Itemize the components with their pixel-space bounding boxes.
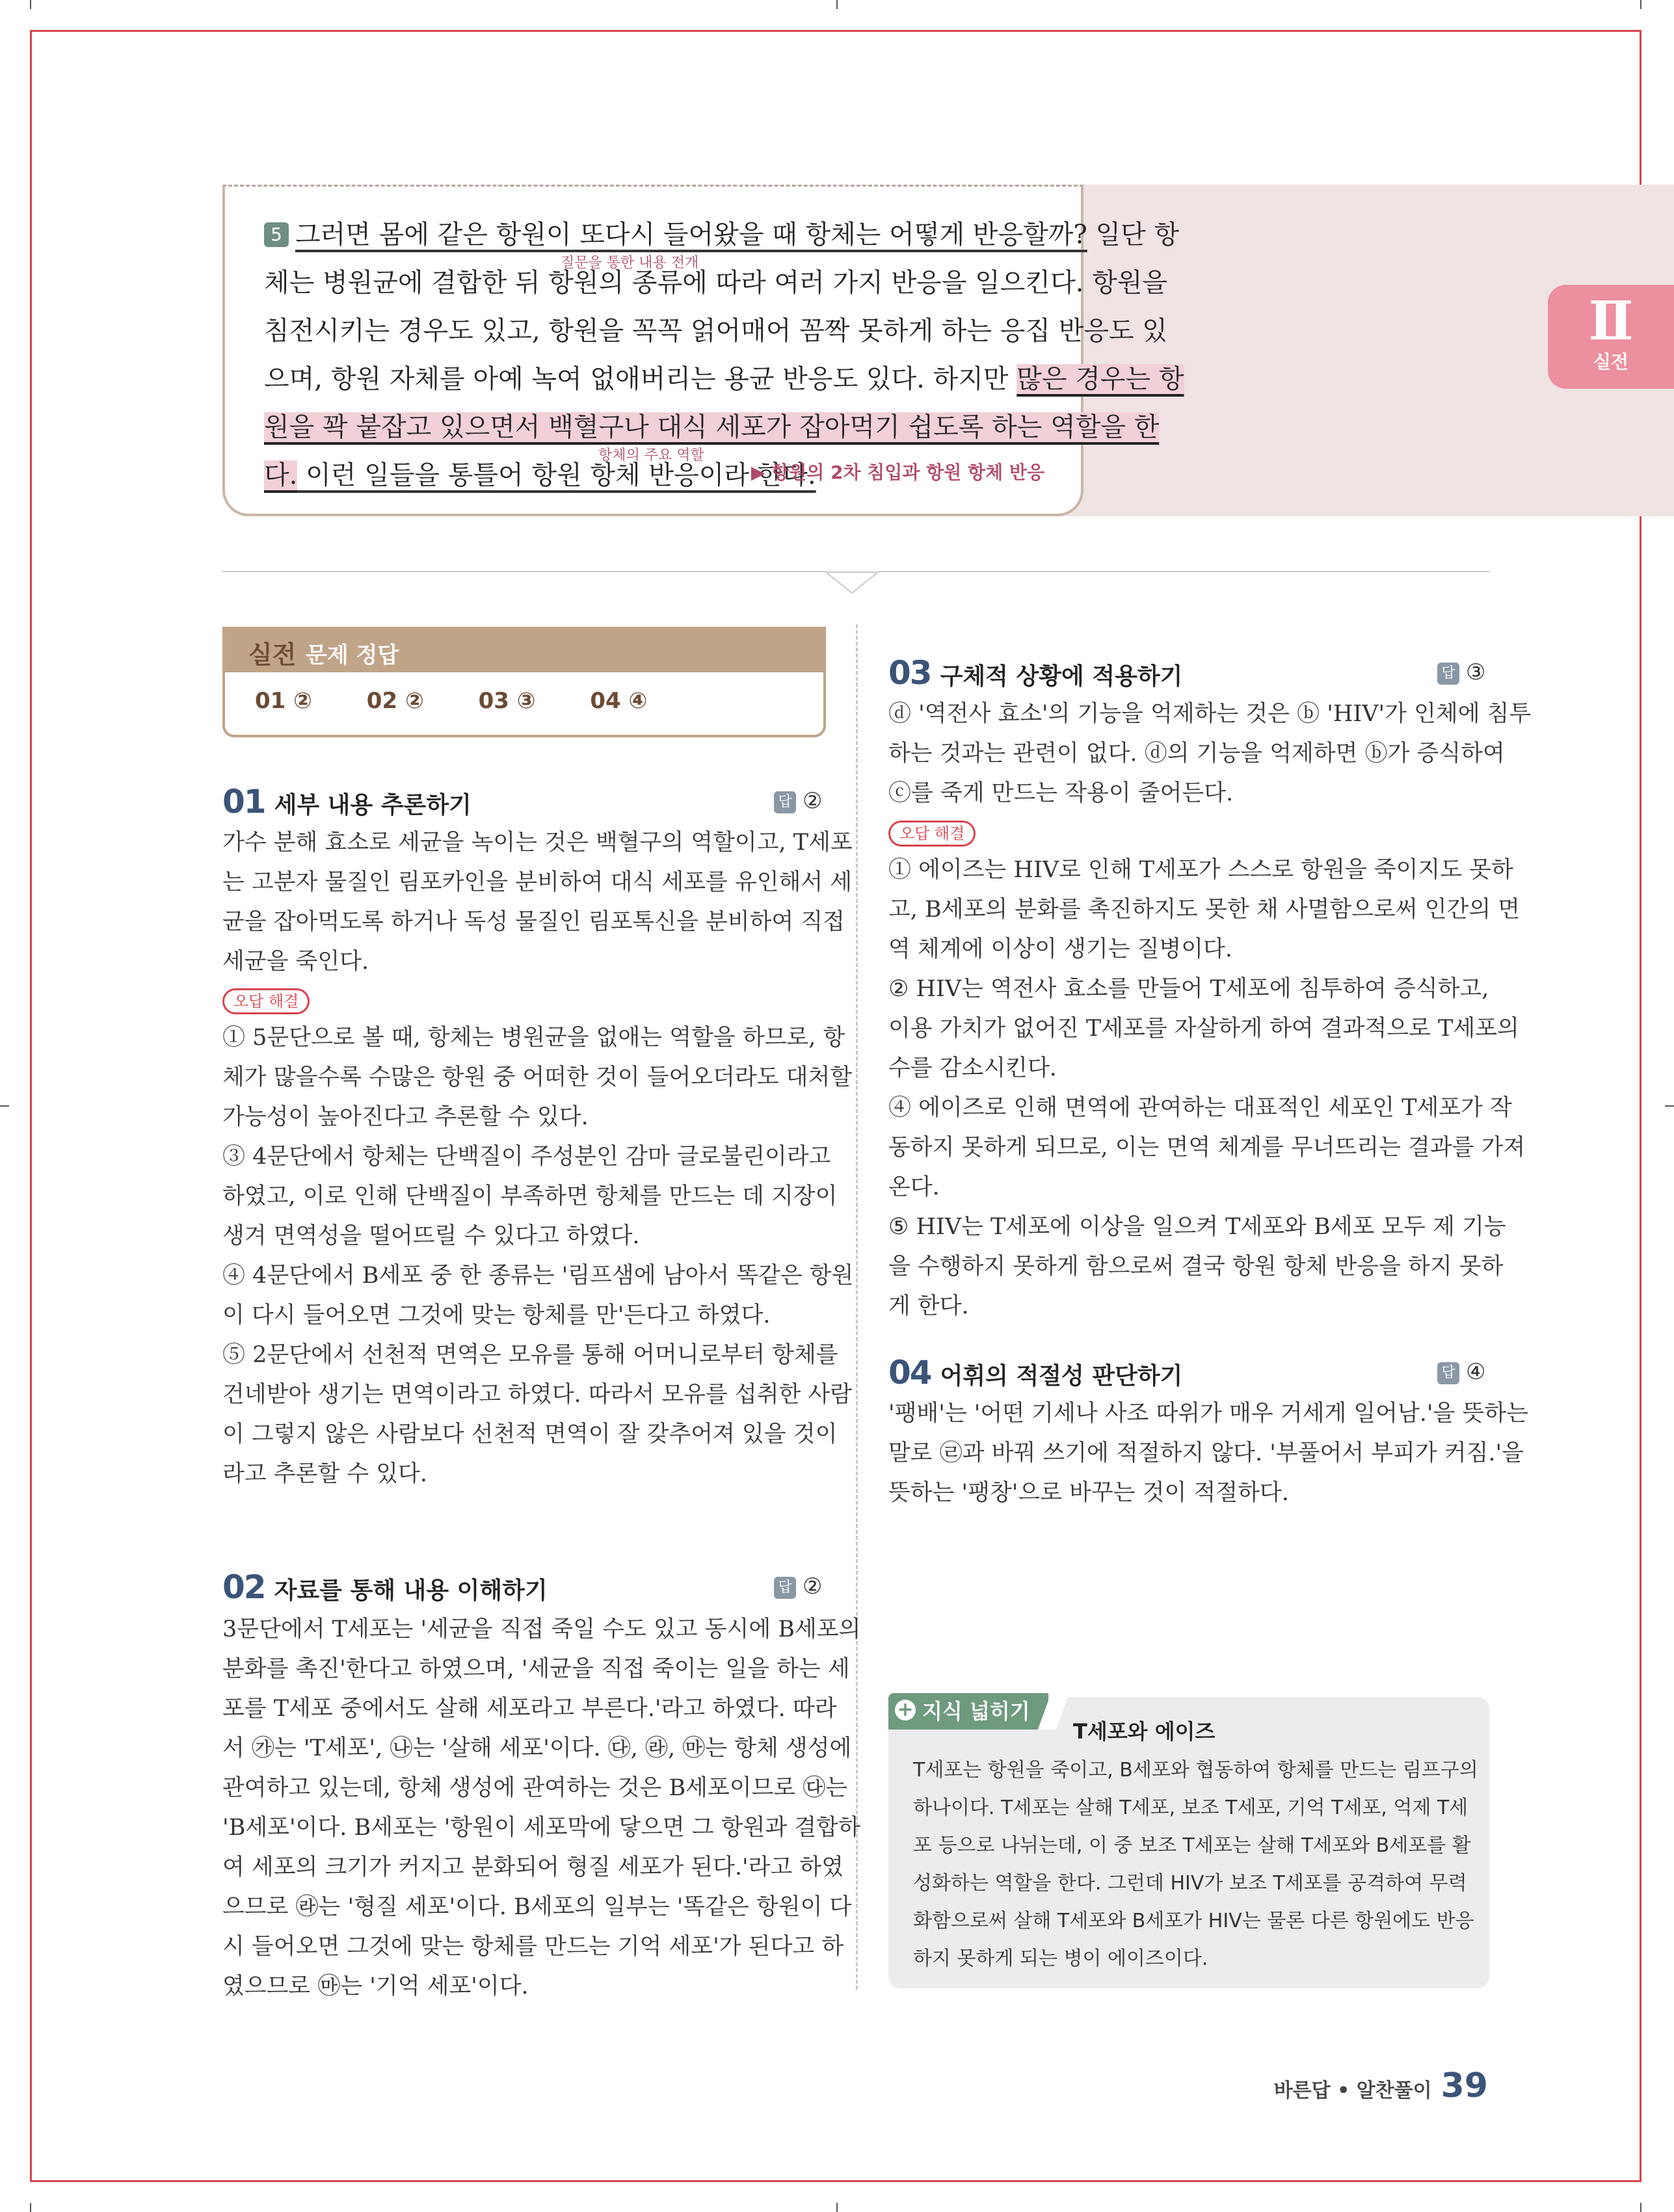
divider-notch: [826, 567, 878, 596]
q03-wrong-answers: ① 에이즈는 HIV로 인해 T세포가 스스로 항원을 죽이지도 못하 고, B세포의 분화를 촉진하지도 못한 채 사멸함으로써 인간의 면 역 체계에 이상이 생기는 질병이다. ② HIV는 역전사 효소를 만들어 T세포에 침투하여 증식하고, 이용 가치가 없어진 T세포를 자살하게 하여 결과적으로 T세포의 수를 감소시킨다. ④ 에이즈로 인해 면역에 관여하는 대표적인 세포인 T세포가 작 동하지 못하게 되므로, 이는 면역 체계를 무너뜨리는 결과를 가져 온다. ⑤ HIV는 T세포에 이상을 일으켜 T세포와 B세포 모두 제 기능 을 수행하지 못하게 함으로써 결국 항원 항체 반응을 하지 못하 게 한다.: [888, 857, 1526, 1319]
q04-title: 어휘의 적절성 판단하기: [940, 1363, 1183, 1389]
q04-heading: [888, 1354, 1182, 1391]
answer-item: 03 ③: [478, 688, 536, 714]
plus-icon: +: [895, 1700, 916, 1720]
crop-mark: [0, 1105, 9, 1107]
answer-icon: 답: [774, 1577, 796, 1599]
crop-mark: [30, 0, 31, 9]
crop-mark: [836, 2203, 838, 2212]
passage-line-6: 다. 이런 일들을 통틀어 항원 항체 반응이라 한다.: [264, 460, 816, 490]
q04-answer-badge: 답 ④: [1437, 1359, 1485, 1385]
q01-wrong-answers: ① 5문단으로 볼 때, 항체는 병원균을 없애는 역할을 하므로, 항 체가 많을수록 수많은 항원 중 어떠한 것이 들어오더라도 대처할 가능성이 높아진다고 추론할 수 있다. ③ 4문단에서 항체는 단백질이 주성분인 감마 글로불린이라고 하였고, 이로 인해 단백질이 부족하면 항체를 만드는 데 지장이 생겨 면역성을 떨어뜨릴 수 있다고 하였다. ④ 4문단에서 B세포 중 한 종류는 '림프샘에 남아서 똑같은 항원 이 다시 들어오면 그것에 맞는 항체를 만'든다고 하였다. ⑤ 2문단에서 선천적 면역은 모유를 통해 어머니로부터 항체를 건네받아 생기는 면역이라고 하였다. 따라서 모유를 섭취한 사람 이 그렇지 않은 사람보다 선천적 면역이 잘 갖추어져 있을 것이 라고 추론할 수 있다.: [222, 1025, 854, 1487]
answer-icon: 답: [1437, 1362, 1459, 1384]
chapter-tab: [1548, 285, 1674, 389]
q01-title: 세부 내용 추론하기: [274, 792, 472, 819]
page-footer: [1274, 2066, 1488, 2105]
crop-mark: [30, 2203, 31, 2212]
answer-item: 04 ④: [590, 688, 648, 714]
q04-number: 04: [888, 1354, 931, 1391]
answer-item: 02 ②: [366, 688, 424, 714]
passage-line-1: 5 그러면 몸에 같은 항원이 또다시 들어왔을 때 항체는 어떻게 반응할까? 일단 항: [264, 218, 1179, 252]
q01-number: 01: [222, 783, 265, 821]
q02-explanation: 3문단에서 T세포는 '세균을 직접 죽일 수도 있고 동시에 B세포의 분화를 촉진'한다고 하였으며, '세균을 직접 죽이는 일을 하는 세 포를 T세포 중에서도 살해 세포라고 부른다.'라고 하였다. 따라 서 ㉮는 'T세포', ㉯는 '살해 세포'이다. ㉰, ㉱, ㉲는 항체 생성에 관여하고 있는데, 항체 생성에 관여하는 것은 B세포이므로 ㉰는 'B세포'이다. B세포는 '항원이 세포막에 닿으면 그 항원과 결합하 여 세포의 크기가 커지고 분화되어 형질 세포가 된다.'라고 하였 으므로 ㉱는 '형질 세포'이다. B세포의 일부는 '똑같은 항원이 다 시 들어오면 그것에 맞는 항체를 만드는 기억 세포'가 된다고 하 였으므로 ㉲는 '기억 세포'이다.: [222, 1616, 861, 1999]
answer-icon: 답: [1437, 663, 1459, 685]
passage-line-4: 으며, 항원 자체를 아예 녹여 없애버리는 용균 반응도 있다. 하지만 많은 경우는 항: [264, 364, 1184, 394]
passage-line-2: 체는 병원균에 결합한 뒤 항원의 종류에 따라 여러 가지 반응을 일으킨다. 항원을: [264, 268, 1168, 298]
answer-icon: 답: [774, 791, 796, 813]
answer-list: [255, 688, 694, 714]
knowledge-title: T세포와 에이즈: [1073, 1719, 1216, 1744]
passage-line-5: 원을 꽉 붙잡고 있으면서 백혈구나 대식 세포가 잡아먹기 쉽도록 하는 역할을 한: [264, 412, 1160, 442]
knowledge-tag: 지식 넓히기: [888, 1693, 1048, 1730]
footer-label: 바른답 • 알찬풀이: [1273, 2079, 1432, 2102]
crop-mark: [1665, 1105, 1674, 1107]
passage-box: [222, 185, 1184, 516]
q01-heading: [222, 783, 472, 821]
passage-line-3: 침전시키는 경우도 있고, 항원을 꼭꼭 얽어매어 꼼짝 못하게 하는 응집 반응도 있: [264, 316, 1168, 346]
passage-source: ▶ 항원의 2차 침입과 항원 항체 반응: [751, 462, 1044, 483]
answer-item: 01 ②: [255, 688, 312, 714]
paragraph-number: 5: [264, 222, 289, 247]
page-number: 39: [1441, 2066, 1488, 2105]
q02-answer-badge: 답 ②: [774, 1573, 822, 1600]
q01-explanation: 가수 분해 효소로 세균을 녹이는 것은 백혈구의 역할이고, T세포 는 고분자 물질인 림포카인을 분비하여 대식 세포를 유인해서 세 균을 잡아먹도록 하거나 독성 물질인 림포톡신을 분비하여 직접 세균을 죽인다.: [222, 830, 853, 975]
q02-number: 02: [222, 1568, 265, 1606]
q01-wrong-answers-pill: 오답 해결: [222, 988, 310, 1014]
q03-answer-badge: 답 ③: [1437, 659, 1485, 685]
crop-mark: [836, 0, 838, 9]
q01-answer-badge: 답 ②: [774, 788, 822, 814]
crop-mark: [1640, 2203, 1641, 2212]
q03-heading: [888, 654, 1182, 692]
q03-title: 구체적 상황에 적용하기: [940, 663, 1183, 690]
q03-wrong-answers-pill: 오답 해결: [888, 821, 976, 847]
q03-explanation: ⓓ '역전사 효소'의 기능을 억제하는 것은 ⓑ 'HIV'가 인체에 침투 하는 것과는 관련이 없다. ⓓ의 기능을 억제하면 ⓑ가 증식하여 ⓒ를 죽게 만드는 작용이 줄어든다.: [888, 701, 1532, 806]
knowledge-text: T세포는 항원을 죽이고, B세포와 협동하여 항체를 만드는 림프구의 하나이다. T세포는 살해 T세포, 보조 T세포, 기억 T세포, 억제 T세 포 등으로 나뉘는데, 이 중 보조 T세포는 살해 T세포와 B세포를 활 성화하는 역할을 한다. 그런데 HIV가 보조 T세포를 공격하여 무력 화함으로써 살해 T세포와 B세포가 HIV는 물론 다른 항원에도 반응 하지 못하게 되는 병이 에이즈이다.: [913, 1759, 1478, 1970]
crop-mark: [1640, 0, 1641, 9]
q02-heading: [222, 1568, 548, 1606]
q02-title: 자료를 통해 내용 이해하기: [274, 1577, 548, 1604]
answer-box-header: [222, 627, 826, 672]
answer-header-label: 실전: [248, 640, 297, 669]
q03-number: 03: [888, 654, 931, 692]
note-role: 항체의 주요 역할: [598, 447, 704, 464]
chapter-label: 실전: [1593, 351, 1629, 373]
note-question: 질문을 통한 내용 전개: [561, 255, 699, 271]
chapter-numeral: Ⅱ: [1588, 290, 1634, 352]
answer-header-title: 문제 정답: [306, 642, 399, 668]
q04-explanation: '팽배'는 '어떤 기세나 사조 따위가 매우 거세게 일어남.'을 뜻하는 말로 ㉣과 바꿔 쓰기에 적절하지 않다. '부풀어서 부피가 커짐.'을 뜻하는 '팽창'으로 바꾸는 것이 적절하다.: [888, 1401, 1528, 1506]
